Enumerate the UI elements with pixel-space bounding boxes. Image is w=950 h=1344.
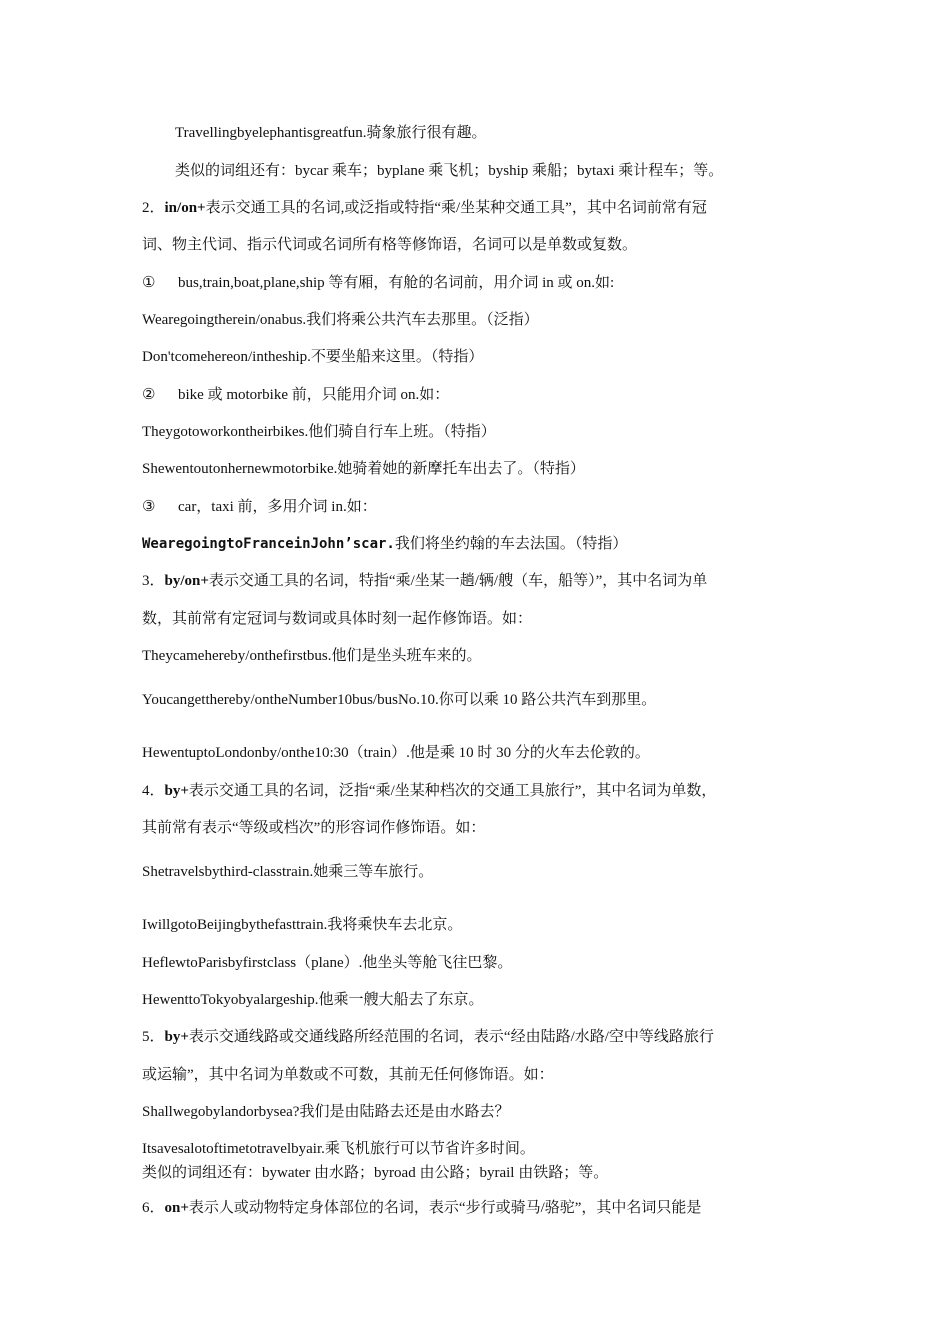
example-sentence: WearegoingtoFranceinJohn’scar.我们将坐约翰的车去法国。（特指） <box>142 536 628 552</box>
example-sentence: HewenttoTokyobyalargeship.他乘一艘大船去了东京。 <box>142 992 484 1008</box>
example-sentence: Wearegoingtherein/onabus.我们将乘公共汽车去那里。（泛指） <box>142 312 539 328</box>
example-sentence: IwillgotoBeijingbythefasttrain.我将乘快车去北京。 <box>142 917 463 933</box>
example-sentence: Don'tcomehereon/intheship.不要坐船来这里。（特指） <box>142 349 484 365</box>
paragraph-line: 词、物主代词、指示代词或名词所有格等修饰语，名词可以是单数或复数。 <box>142 237 638 253</box>
example-sentence: Shallwegobylandorbysea?我们是由陆路去还是由水路去？ <box>142 1104 510 1120</box>
rule-heading-5: 5．by+表示交通线路或交通线路所经范围的名词，表示“经由陆路/水路/空中等线路旅行 <box>142 1029 714 1045</box>
paragraph-line: 或运输”，其中名词为单数或不可数，其前无任何修饰语。如： <box>142 1067 554 1083</box>
example-sentence: Youcangetthereby/ontheNumber10bus/busNo.10.你可以乘 10 路公共汽车到那里。 <box>142 692 657 708</box>
example-sentence: Theygotoworkontheirbikes.他们骑自行车上班。（特指） <box>142 424 496 440</box>
example-sentence: HewentuptoLondonby/onthe10:30（train）.他是乘 10 时 30 分的火车去伦敦的。 <box>142 745 650 761</box>
rule-heading-4: 4．by+表示交通工具的名词，泛指“乘/坐某种档次的交通工具旅行”，其中名词为单数， <box>142 783 717 799</box>
example-sentence: Itsavesalotoftimetotravelbyair.乘飞机旅行可以节省许多时间。 <box>142 1141 535 1157</box>
example-sentence: Shewentoutonhernewmotorbike.她骑着她的新摩托车出去了。（特指） <box>142 461 585 477</box>
sub-rule-3: ③ car，taxi 前，多用介词 in.如： <box>142 499 377 515</box>
rule-heading-6: 6．on+表示人或动物特定身体部位的名词，表示“步行或骑马/骆驼”，其中名词只能是 <box>142 1200 702 1216</box>
rule-heading-3: 3．by/on+表示交通工具的名词，特指“乘/坐某一趟/辆/艘（车，船等）”，其中名词为单 <box>142 573 708 589</box>
sub-rule-2: ② bike 或 motorbike 前，只能用介词 on.如： <box>142 387 450 403</box>
similar-phrases: 类似的词组还有：bywater 由水路；byroad 由公路；byrail 由铁路；等。 <box>142 1165 609 1181</box>
paragraph-line: 数，其前常有定冠词与数词或具体时刻一起作修饰语。如： <box>142 611 533 627</box>
rule-heading-2: 2．in/on+表示交通工具的名词,或泛指或特指“乘/坐某种交通工具”，其中名词前常有冠 <box>142 200 707 216</box>
similar-phrases: 类似的词组还有：bycar 乘车；byplane 乘飞机；byship 乘船；bytaxi 乘计程车；等。 <box>175 163 724 179</box>
example-sentence: Travellingbyelephantisgreatfun.骑象旅行很有趣。 <box>175 125 487 141</box>
example-sentence: HeflewtoParisbyfirstclass（plane）.他坐头等舱飞往巴黎。 <box>142 955 513 971</box>
example-sentence: Theycamehereby/onthefirstbus.他们是坐头班车来的。 <box>142 648 482 664</box>
example-sentence: Shetravelsbythird-classtrain.她乘三等车旅行。 <box>142 864 434 880</box>
sub-rule-1: ① bus,train,boat,plane,ship 等有厢，有舱的名词前，用介词 in 或 on.如: <box>142 275 615 291</box>
paragraph-line: 其前常有表示“等级或档次”的形容词作修饰语。如： <box>142 820 486 836</box>
